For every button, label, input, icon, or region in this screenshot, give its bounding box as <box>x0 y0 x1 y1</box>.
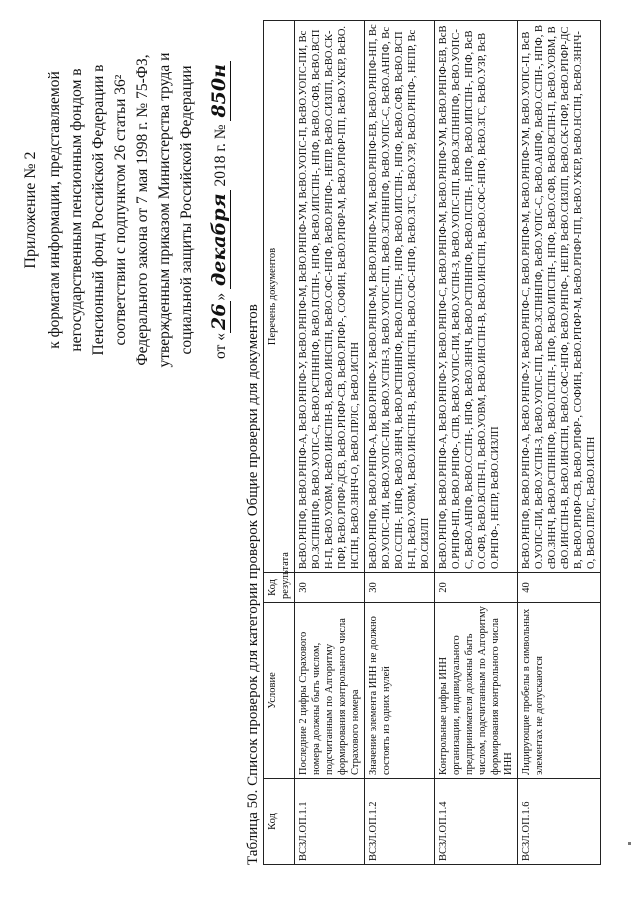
row-docs: ВсВО.РНПФ, ВсВО.РНПФ-А, ВсВО.РНПФ-У, ВсВО.РНПФ-М, ВсВО.РНПФ-УМ, ВсВО.УОПС-П, ВсВО.УОПС-ПИ, ВсВО.ЗСПННПФ, ВсВО.УОПС-С, ВсВО.РСПННПФ, ВсВО.ПСПН-, НПФ, ВсВО.ИПСПН-, НПФ, ВсВО.СФВ, ВсВО.ВСПН-П, ВсВО.УОВМ, ВсВО.ИНСПН-В, ВсВО.ИНСПН, ВсВО.СФС-НПФ, ВсВО.РНПФ-, НЕПР, ВсВО.СИЗЛП, ВсВО.СК-ПФР, ВсВО.РПФР-ДСВ, ВсВО.РПФР-СВ, ВсВО.РПФР-, СОФИН, ВсВО.РПФР-М, ВсВО.РПФР-ПП, ВсВО.УКЕР, ВсВО.НСПН, ВсВО.ЗННЧ-О, ВсВО.ПРЛС, ВсВО.ИСПН <box>295 21 365 573</box>
date-year: 2018 г. № <box>212 120 229 191</box>
checks-table <box>263 20 601 865</box>
row-docs: ВсВО.РНПФ, ВсВО.РНПФ-А, ВсВО.РНПФ-У, ВсВО.РНПФ-С, ВсВО.РНПФ-М, ВсВО.РНПФ-УМ, ВсВО.УОПС-П, ВсВО.УОПС-ПИ, ВсВО.УСПН-З, ВсВО.УОПС-ПП, ВсВО.ЗСПННПФ, ВсВО.УОПС-С, ВсВО.АНПФ, ВсВО.ССПН-, НПФ, ВсВО.ЗННЧ, ВсВО.РСПННПФ, ВсВО.ПСПН-, НПФ, ВсВО.ИПСПН-, НПФ, ВсВО.СФВ, ВсВО.ВСПН-П, ВсВО.УОВМ, ВсВО.ИНСПН-В, ВсВО.ИНСПН, ВсВО.СФС-НПФ, ВсВО.РНПФ-, НЕПР, ВсВО.СИЗЛП, ВсВО.СК-ПФР, ВсВО.РПФР-ДСВ, ВсВО.РПФР-СВ, ВсВО.РПФР-, СОФИН, ВсВО.РПФР-М, ВсВО.РПФР-ПП, ВсВО.УКЕР, ВсВО.НСПН, ВсВО.ЗННЧ-О, ВсВО.ПРЛС, ВсВО.ИСПН <box>518 21 601 573</box>
header-line: к форматам информации, представляемой <box>46 71 63 349</box>
row-result: 30 <box>295 573 365 603</box>
row-code: ВСЗЛ.ОП.1.6 <box>518 779 601 865</box>
header-line: соответствии с подпунктом 26 статьи 36² <box>112 74 129 346</box>
row-condition: Последние 2 цифры Страхового номера должны быть числом, подсчитанным по Алгоритму формирования контрольного числа Страхового номера <box>295 603 365 779</box>
handwritten-number: 850н <box>208 61 231 121</box>
header-code: Код <box>264 779 295 865</box>
appendix-header <box>20 15 232 405</box>
header-line: негосударственным пенсионным фондом в <box>68 68 85 352</box>
row-docs: ВсВО.РНПФ, ВсВО.РНПФ-А, ВсВО.РНПФ-У, ВсВО.РНПФ-М, ВсВО.РНПФ-УМ, ВсВО.РНПФ-ЕВ, ВсВО.РНПФ-НП, ВсВО.УОПС-ПИ, ВсВО.УОПС-ПИ, ВсВО.УСПН-З, ВсВО.УОПС-ПП, ВсВО.ЗСПННПФ, ВсВО.УОПС-С, ВсВО.АНПФ, ВсВО.ССПН-, НПФ, ВсВО.ЗННЧ, ВсВО.РСПННПФ, ВсВО.ПСПН-, НПФ, ВсВО.ИПСПН-, НПФ, ВсВО.СФВ, ВсВО.ВСПН-П, ВсВО.УОВМ, ВсВО.ИНСПН-В, ВсВО.ИНСПН, ВсВО.СФС-НПФ, ВсВО.ЗГС, ВсВО.УЗР, ВсВО.РНПФ-, НЕПР, ВсВО.СИЗЛП <box>365 21 435 573</box>
table-caption: Таблица 50. Список проверок для категории проверок Общие проверки для документов <box>245 304 261 865</box>
table-row <box>295 21 365 865</box>
appendix-title: Приложение № 2 <box>22 151 39 269</box>
row-result: 20 <box>435 573 518 603</box>
row-code: ВСЗЛ.ОП.1.4 <box>435 779 518 865</box>
row-condition: Контрольные цифры ИНН организации, индивидуального предпринимателя должны быть числом, подсчитанным по Алгоритму формирования контрольного числа ИНН <box>435 603 518 779</box>
header-condition: Условие <box>264 603 295 779</box>
row-code: ВСЗЛ.ОП.1.2 <box>365 779 435 865</box>
header-line: социальной защиты Российской Федерации <box>178 65 195 355</box>
row-result: 30 <box>365 573 435 603</box>
row-code: ВСЗЛ.ОП.1.1 <box>295 779 365 865</box>
row-docs: ВсВО.РНПФ, ВсВО.РНПФ-А, ВсВО.РНПФ-У, ВсВО.РНПФ-С, ВсВО.РНПФ-М, ВсВО.РНПФ-УМ, ВсВО.РНПФ-ЕВ, ВсВО.РНПФ-НП, ВсВО.РНПФ-, СПВ, ВсВО.УОПС-ПИ, ВсВО.УСПН-З, ВсВО.УОПС-ПП, ВсВО.ЗСПННПФ, ВсВО.УОПС-С, ВсВО.АНПФ, ВсВО.ССПН-, НПФ, ВсВО.ЗННЧ, ВсВО.РСПННПФ, ВсВО.ПСПН-, НПФ, ВсВО.ИПСПН-, НПФ, ВсВО.СФВ, ВсВО.ВСПН-П, ВсВО.УОВМ, ВсВО.ИНСПН-В, ВсВО.ИНСПН, ВсВО.СФС-НПФ, ВсВО.ЗГС, ВсВО.УЗР, ВсВО.РНПФ-, НЕПР, ВсВО.СИЗЛП <box>435 21 518 573</box>
date-prefix: от « <box>212 333 229 359</box>
date-mid: » <box>212 288 229 301</box>
table-row <box>435 21 518 865</box>
row-condition: Лидирующие пробелы в символьных элементах не допускаются <box>518 603 601 779</box>
scan-speck <box>628 842 631 845</box>
header-line: Пенсионный фонд Российской Федерации в <box>90 64 107 356</box>
order-date-line <box>208 15 232 405</box>
table-row <box>518 21 601 865</box>
row-result: 40 <box>518 573 601 603</box>
table-row <box>365 21 435 865</box>
table-header-row <box>264 21 295 865</box>
header-line: утвержденным приказом Министерства труда и <box>156 52 173 368</box>
handwritten-day: 26 <box>208 301 231 333</box>
header-result-code: Код результата <box>264 573 295 603</box>
row-condition: Значение элемента ИНН не должно состоять из одних нулей <box>365 603 435 779</box>
header-line: Федерального закона от 7 мая 1998 г. № 75-ФЗ, <box>134 54 151 366</box>
header-documents: Перечень документов <box>264 21 295 573</box>
handwritten-month: декабря <box>208 190 231 289</box>
